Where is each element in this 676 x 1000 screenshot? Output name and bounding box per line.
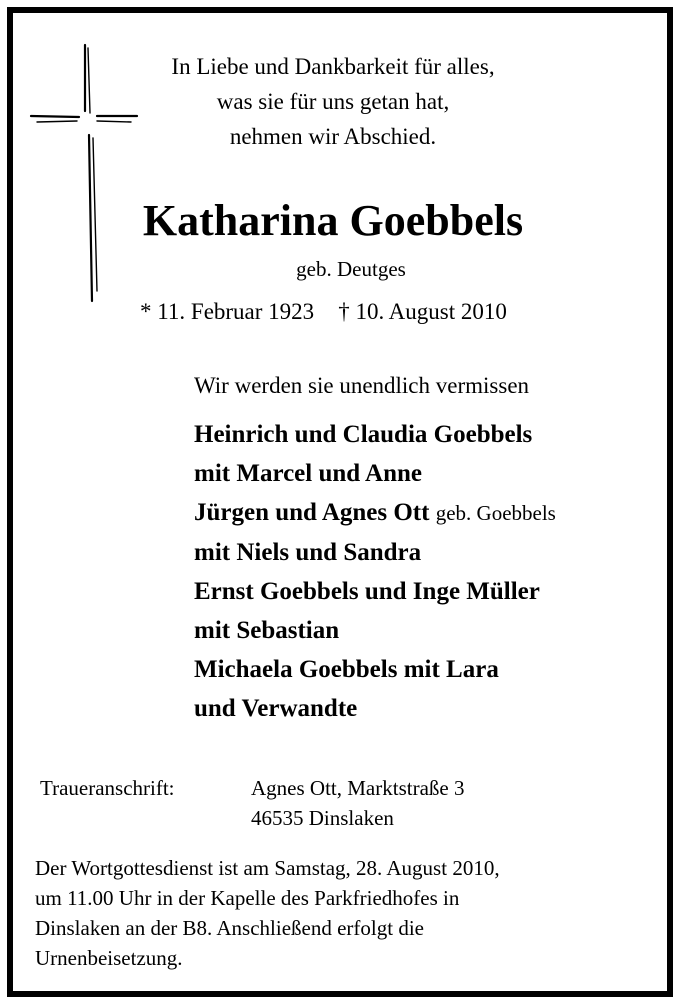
intro-text xyxy=(133,49,533,154)
mourner-line: Michaela Goebbels mit Lara xyxy=(194,656,499,683)
deceased-name: Katharina Goebbels xyxy=(142,196,524,245)
mourning-address xyxy=(251,773,464,833)
mourner-line: und Verwandte xyxy=(194,695,358,722)
mourner-line: Jürgen und Agnes Ott geb. Goebbels xyxy=(194,499,556,526)
address-label: Traueranschrift: xyxy=(40,776,175,800)
mourners-list xyxy=(194,415,556,728)
service-line: Der Wortgottesdienst ist am Samstag, 28. August 2010, xyxy=(35,856,500,880)
birth-date: * 11. Februar 1923 xyxy=(140,299,315,324)
intro-line: was sie für uns getan hat, xyxy=(216,89,450,114)
service-line: um 11.00 Uhr in der Kapelle des Parkfriedhofes in xyxy=(35,886,460,910)
mourner-line: Ernst Goebbels und Inge Müller xyxy=(194,578,540,605)
mourner-note: geb. Goebbels xyxy=(435,501,556,525)
mourner-line: mit Marcel und Anne xyxy=(194,460,423,487)
mourners-intro: Wir werden sie unendlich vermissen xyxy=(194,373,530,398)
service-line: Urnenbeisetzung. xyxy=(35,946,183,970)
address-line: Agnes Ott, Marktstraße 3 xyxy=(251,776,465,800)
intro-line: In Liebe und Dankbarkeit für alles, xyxy=(171,54,495,79)
death-date: † 10. August 2010 xyxy=(338,299,507,324)
life-dates xyxy=(140,296,507,328)
mourner-line: Heinrich und Claudia Goebbels xyxy=(194,421,533,448)
maiden-name: geb. Deutges xyxy=(296,257,406,281)
mourner-line: mit Sebastian xyxy=(194,617,340,644)
obituary-frame xyxy=(7,7,673,997)
mourner-line: mit Niels und Sandra xyxy=(194,539,422,566)
address-line: 46535 Dinslaken xyxy=(251,806,394,830)
service-notice xyxy=(35,853,645,973)
intro-line: nehmen wir Abschied. xyxy=(229,124,437,149)
service-line: Dinslaken an der B8. Anschließend erfolgt die xyxy=(35,916,424,940)
cross-icon xyxy=(13,13,153,313)
